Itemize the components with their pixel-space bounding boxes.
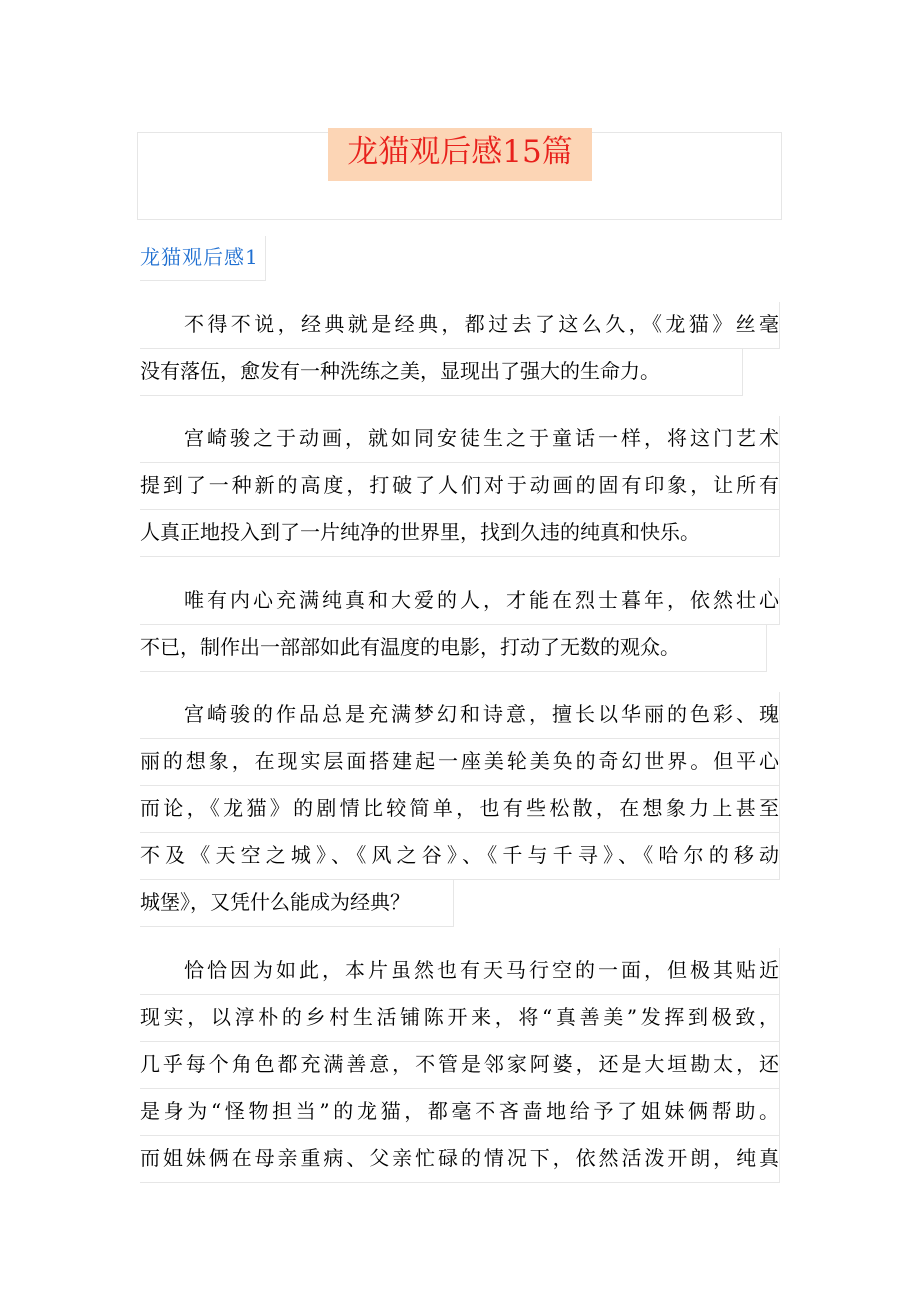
paragraph-line: 人真正地投入到了一片纯净的世界里，找到久违的纯真和快乐。	[140, 510, 780, 557]
page-title: 龙猫观后感15篇	[347, 134, 573, 170]
paragraph-line: 不及《天空之城》、《风之谷》、《千与千寻》、《哈尔的移动	[140, 833, 780, 880]
paragraph-line: 唯有内心充满纯真和大爱的人，才能在烈士暮年，依然壮心	[140, 578, 780, 625]
paragraph-5	[140, 948, 780, 1183]
paragraph-line: 宫崎骏的作品总是充满梦幻和诗意，擅长以华丽的色彩、瑰	[140, 692, 780, 739]
paragraph-line: 现实，以淳朴的乡村生活铺陈开来，将“真善美”发挥到极致，	[140, 995, 780, 1042]
paragraph-line: 而论，《龙猫》的剧情比较简单，也有些松散，在想象力上甚至	[140, 786, 780, 833]
paragraph-line: 提到了一种新的高度，打破了人们对于动画的固有印象，让所有	[140, 463, 780, 510]
paragraph-line: 恰恰因为如此，本片虽然也有天马行空的一面，但极其贴近	[140, 948, 780, 995]
paragraph-line: 是身为“怪物担当”的龙猫，都毫不吝啬地给予了姐妹俩帮助。	[140, 1089, 780, 1136]
paragraph-line: 丽的想象，在现实层面搭建起一座美轮美奂的奇幻世界。但平心	[140, 739, 780, 786]
paragraph-line: 城堡》，又凭什么能成为经典？	[140, 880, 454, 927]
paragraph-1	[140, 302, 780, 396]
paragraph-line: 没有落伍，愈发有一种洗练之美，显现出了强大的生命力。	[140, 349, 743, 396]
paragraph-line: 几乎每个角色都充满善意，不管是邻家阿婆，还是大垣勘太，还	[140, 1042, 780, 1089]
paragraph-3	[140, 578, 780, 672]
paragraph-line: 不已，制作出一部部如此有温度的电影，打动了无数的观众。	[140, 625, 767, 672]
paragraph-line: 宫崎骏之于动画，就如同安徒生之于童话一样，将这门艺术	[140, 416, 780, 463]
section-heading: 龙猫观后感1	[140, 236, 266, 281]
paragraph-4	[140, 692, 780, 927]
paragraph-line: 而姐妹俩在母亲重病、父亲忙碌的情况下，依然活泼开朗，纯真	[140, 1136, 780, 1183]
paragraph-line: 不得不说，经典就是经典，都过去了这么久，《龙猫》丝毫	[140, 302, 780, 349]
paragraph-2	[140, 416, 780, 557]
